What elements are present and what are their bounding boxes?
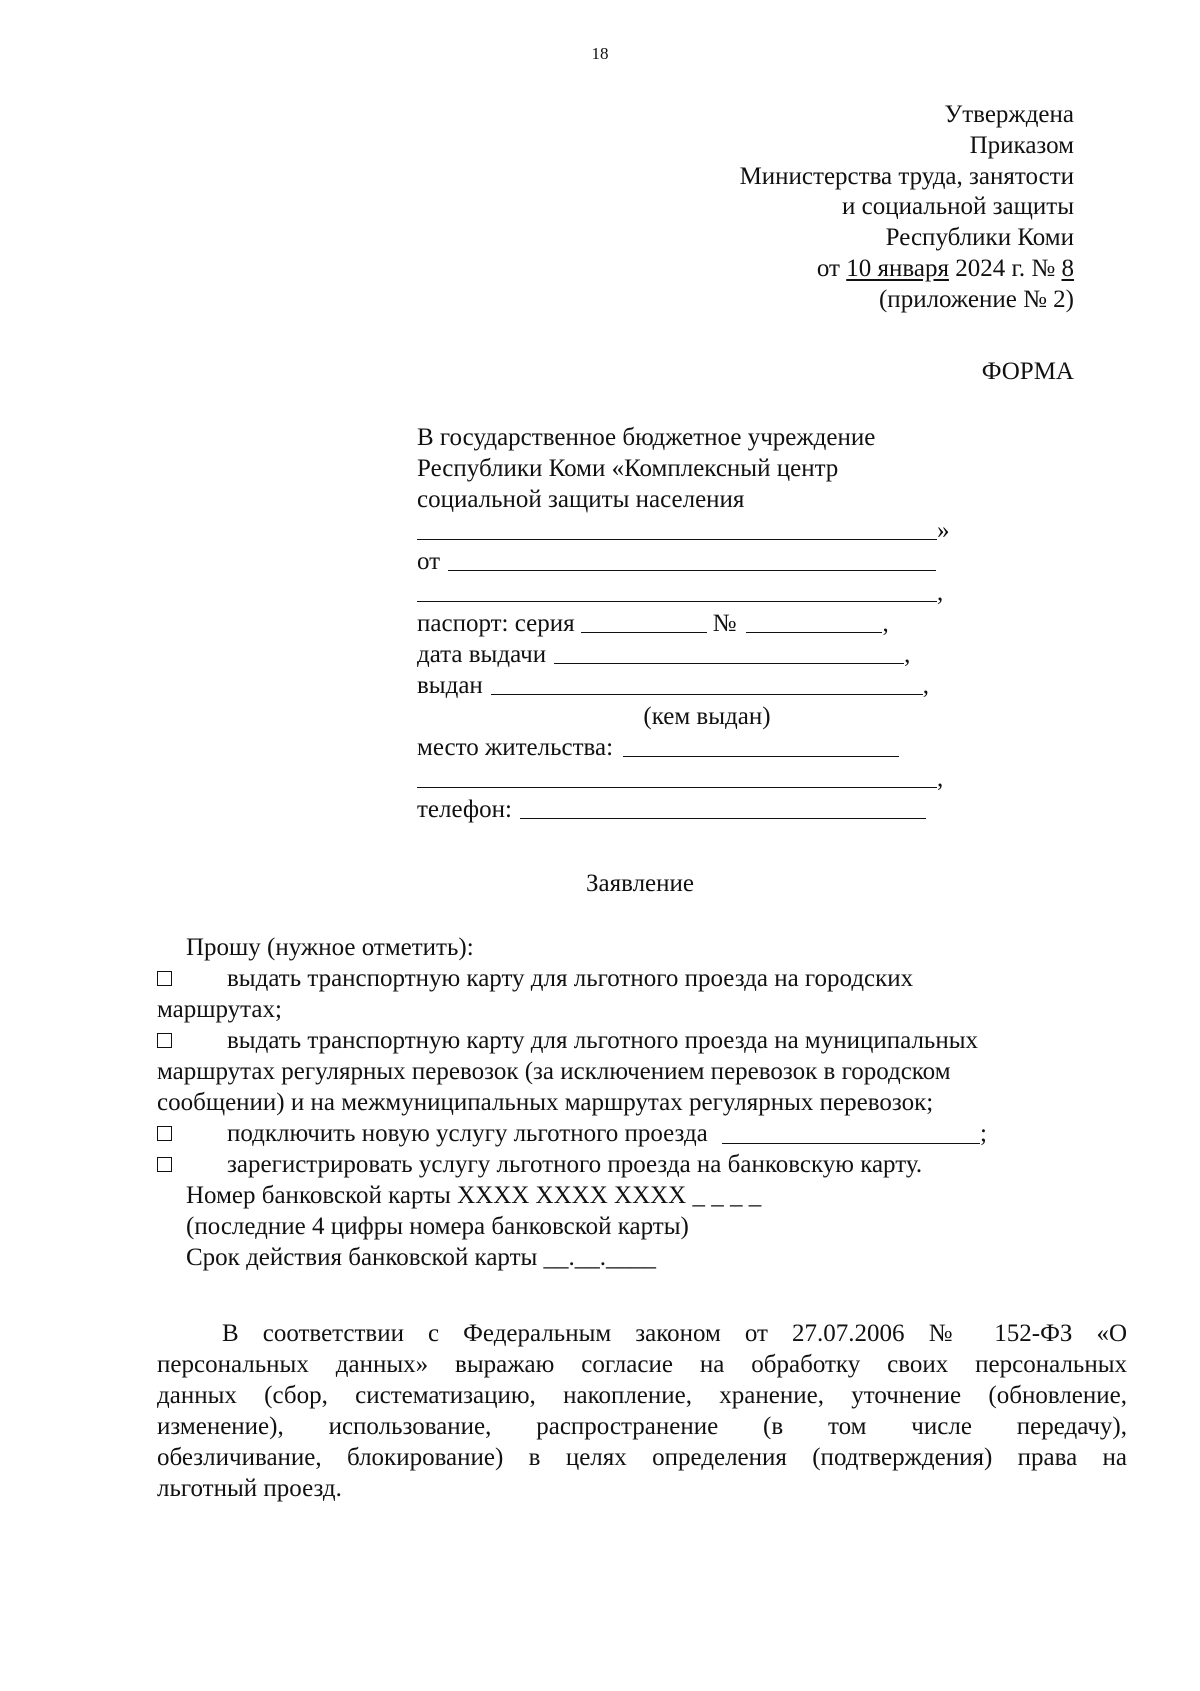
service-name-field[interactable]: [722, 1123, 980, 1144]
passport-series-field[interactable]: [581, 613, 707, 633]
issue-date-line: [417, 639, 957, 670]
date-prefix: от: [816, 254, 840, 282]
option-text: сообщении) и на межмуниципальных маршрутах регулярных перевозок;: [157, 1089, 934, 1116]
semicolon: ;: [980, 1120, 987, 1147]
issue-date-label: дата выдачи: [417, 641, 547, 668]
consent-line: изменение), использование, распространение (в том числе передачу),: [157, 1413, 1127, 1440]
address-block: [417, 422, 957, 825]
residence-line: [417, 732, 957, 763]
appendix-label: (приложение № 2): [878, 285, 1074, 313]
page-number: 18: [591, 44, 609, 63]
option-register-bank-card: [157, 1149, 1087, 1180]
option-text: выдать транспортную карту для льготного проезда на городских: [227, 965, 914, 992]
card-expiry-line: Срок действия банковской карты __.__.____: [186, 1244, 657, 1271]
card-number-hint: (последние 4 цифры номера банковской карты): [186, 1213, 689, 1240]
date-year: 2024 г. №: [955, 254, 1056, 282]
order-number: 8: [1061, 254, 1074, 282]
option-text: зарегистрировать услугу льготного проезда на банковскую карту.: [227, 1151, 923, 1178]
center-name-line: [417, 515, 957, 546]
option-text: выдать транспортную карту для льготного проезда на муниципальных: [227, 1027, 979, 1054]
passport-line: [417, 608, 957, 639]
checkbox[interactable]: [157, 971, 172, 986]
consent-paragraph: [157, 1318, 1127, 1504]
option-issue-city-card: [157, 963, 1087, 1025]
issued-by-hint: (кем выдан): [643, 703, 771, 730]
applicant-name-continuation-field[interactable]: [417, 582, 937, 602]
phone-label: телефон:: [417, 796, 512, 823]
center-name-field[interactable]: [417, 520, 937, 540]
passport-label: паспорт: серия: [417, 610, 575, 637]
issue-date-field[interactable]: [554, 644, 904, 664]
comma: ,: [882, 610, 889, 637]
approval-date: [740, 254, 1074, 285]
issued-by-line: [417, 670, 957, 701]
issued-label: выдан: [417, 672, 483, 699]
form-label: ФОРМА: [981, 358, 1074, 385]
residence-field[interactable]: [623, 737, 899, 757]
approval-line: и социальной защиты: [841, 193, 1074, 221]
statement-title: Заявление: [585, 870, 695, 897]
name-continuation-line: [417, 577, 957, 608]
residence-continuation-field[interactable]: [417, 768, 937, 788]
address-line: социальной защиты населения: [417, 486, 745, 513]
address-line: В государственное бюджетное учреждение: [417, 424, 876, 451]
comma: ,: [937, 765, 944, 792]
checkbox[interactable]: [157, 1157, 172, 1172]
residence-continuation-line: [417, 763, 957, 794]
approval-line: Утверждена: [944, 101, 1074, 128]
comma: ,: [904, 641, 911, 668]
consent-line: обезличивание, блокирование) в целях определения (подтверждения) права на: [157, 1444, 1127, 1471]
comma: ,: [922, 672, 930, 699]
number-sign: №: [712, 610, 737, 637]
issued-by-field[interactable]: [491, 675, 923, 695]
comma: ,: [937, 579, 944, 606]
from-label: от: [417, 548, 441, 575]
consent-line: льготный проезд.: [157, 1475, 342, 1502]
option-text: маршрутах;: [157, 996, 282, 1023]
request-intro: Прошу (нужное отметить):: [186, 934, 474, 961]
approval-line: Приказом: [969, 131, 1074, 159]
phone-line: [417, 794, 957, 825]
request-block: [157, 932, 1087, 1273]
checkbox[interactable]: [157, 1033, 172, 1048]
option-text: маршрутах регулярных перевозок (за исключением перевозок в городском: [157, 1058, 951, 1085]
consent-line: персональных данных» выражаю согласие на обработку своих персональных: [157, 1351, 1127, 1378]
consent-line: данных (сбор, систематизацию, накопление, хранение, уточнение (обновление,: [157, 1382, 1127, 1409]
from-line: [417, 546, 957, 577]
date-day-month: 10 января: [846, 254, 949, 282]
approval-line: Министерства труда, занятости: [739, 162, 1074, 190]
address-line: Республики Коми «Комплексный центр: [417, 455, 839, 482]
residence-label: место жительства:: [417, 734, 614, 761]
passport-number-field[interactable]: [746, 613, 882, 633]
close-quote: »: [937, 517, 950, 544]
approval-block: [740, 100, 1074, 316]
approval-line: Республики Коми: [885, 224, 1074, 252]
consent-line: В соответствии с Федеральным законом от 27.07.2006 № 152-ФЗ «О: [222, 1320, 1127, 1347]
card-number-line: Номер банковской карты XXXX XXXX XXXX _ _ _ _: [186, 1182, 762, 1209]
checkbox[interactable]: [157, 1126, 172, 1141]
option-text: подключить новую услугу льготного проезда: [227, 1120, 708, 1147]
option-connect-service: [157, 1118, 1087, 1149]
option-issue-municipal-card: [157, 1025, 1087, 1118]
phone-field[interactable]: [520, 799, 926, 819]
applicant-name-field[interactable]: [448, 551, 936, 571]
